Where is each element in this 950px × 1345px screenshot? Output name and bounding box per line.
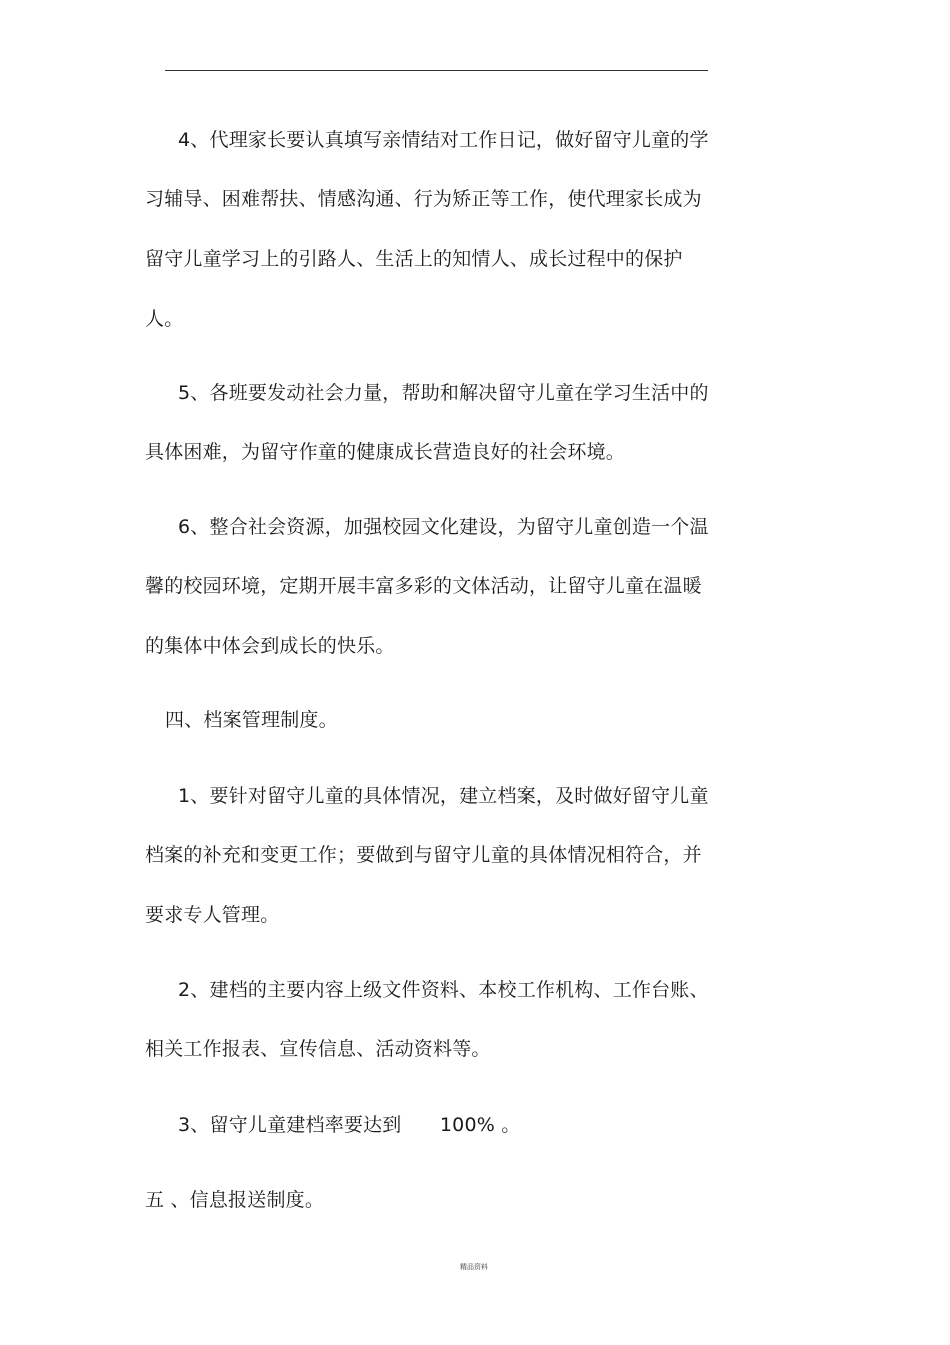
text-line: 档案的补充和变更工作；要做到与留守儿童的具体情况相符合，并 [145,844,702,866]
text-line: 要求专人管理。 [145,904,280,926]
text-line: 1、要针对留守儿童的具体情况，建立档案，及时做好留守儿童 [178,785,709,807]
text-line: 习辅导、困难帮扶、情感沟通、行为矫正等工作，使代理家长成为 [145,188,702,210]
text-line: 6、整合社会资源，加强校园文化建设，为留守儿童创造一个温 [178,516,709,538]
text-line: 相关工作报表、宣传信息、活动资料等。 [145,1038,491,1060]
text-line: 4、代理家长要认真填写亲情结对工作日记，做好留守儿童的学 [178,129,709,151]
text-line: 馨的校园环境，定期开展丰富多彩的文体活动，让留守儿童在温暖 [145,575,702,597]
text-line: 留守儿童学习上的引路人、生活上的知情人、成长过程中的保护 [145,248,683,270]
text-line: 人。 [145,308,184,330]
text-line: 3、留守儿童建档率要达到 100% 。 [178,1114,521,1136]
section-heading: 四、档案管理制度。 [165,709,338,731]
text-line: 5、各班要发动社会力量，帮助和解决留守儿童在学习生活中的 [178,382,709,404]
text-line: 2、建档的主要内容上级文件资料、本校工作机构、工作台账、 [178,979,709,1001]
page-footer: 精品资料 [460,1263,488,1271]
header-rule [165,70,708,71]
text-line: 的集体中体会到成长的快乐。 [145,635,395,657]
section-heading: 五 、信息报送制度。 [145,1189,325,1211]
text-line: 具体困难，为留守作童的健康成长营造良好的社会环境。 [145,441,626,463]
